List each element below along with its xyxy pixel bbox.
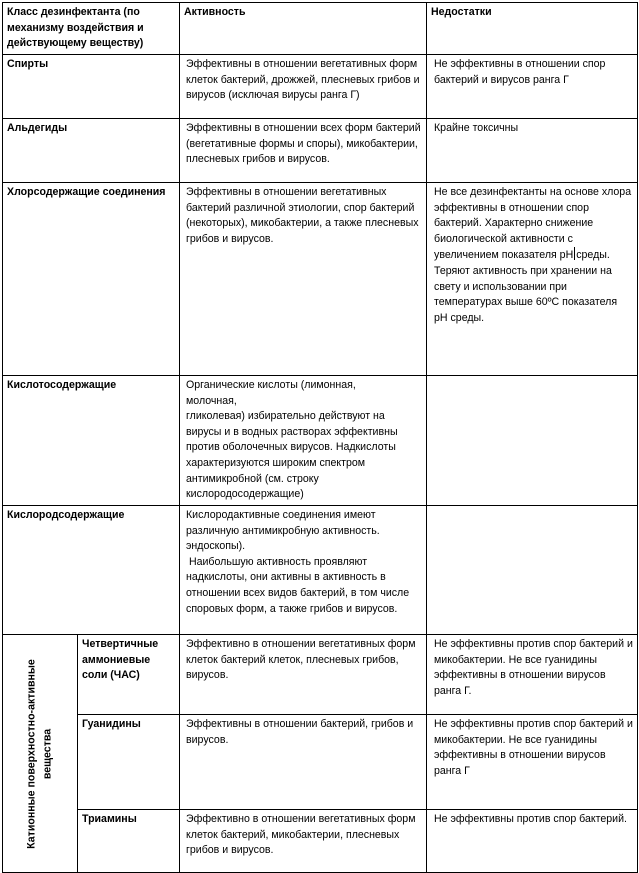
activity-line: Кислородактивные соединения имеют различную антимикробную активность. эндоскопы). [186,509,380,553]
row-activity: Эффективны в отношении вегетативных форм клеток бактерий, дрожжей, плесневых грибов и вирусов (исключая вирусы ранга Г) [180,55,427,119]
row-activity: Эффективно в отношении вегетативных форм клеток бактерий клеток, плесневых грибов, вирусов. [180,635,427,715]
row-drawbacks [427,506,638,635]
table-row [3,376,638,506]
row-activity [180,506,427,635]
row-drawbacks: Не эффективны против спор бактерий. [427,810,638,873]
header-drawbacks: Недостатки [427,3,638,55]
table-row [3,715,638,810]
row-drawbacks: Не эффективны против спор бактерий и микобактерии. Не все гуанидины эффективны в отношении вирусов ранга Г. [427,635,638,715]
table-row [3,183,638,376]
table-row [3,635,638,715]
cationic-group-cell [3,635,78,873]
activity-line: гликолевая) избирательно действуют на вирусы и в водных растворах эффективны против оболочечных вирусов. Надкислоты характеризуются широким спектром антимикробной (см. строку кислородосодержащие) [186,410,398,501]
row-name: Триамины [78,810,180,873]
row-name: Гуанидины [78,715,180,810]
header-activity: Активность [180,3,427,55]
table-row [3,119,638,183]
header-row [3,3,638,55]
row-drawbacks [427,183,638,376]
row-activity: Эффективны в отношении вегетативных бактерий различной этиологии, спор бактерий (некоторых), микобактерии, а также плесневых грибов и вирусов. [180,183,427,376]
table-row [3,55,638,119]
row-name: Альдегиды [3,119,180,183]
row-activity: Эффективны в отношении бактерий, грибов и вирусов. [180,715,427,810]
row-name: Кислородсодержащие [3,506,180,635]
disinfectant-table [2,2,638,873]
row-name: Кислотосодержащие [3,376,180,506]
row-activity [180,376,427,506]
table-row [3,810,638,873]
header-class: Класс дезинфектанта (по механизму воздействия и действующему веществу) [3,3,180,55]
row-activity: Эффективно в отношении вегетативных форм клеток бактерий, микобактерии, плесневых грибов и вирусов. [180,810,427,873]
row-name: Хлорсодержащие соединения [3,183,180,376]
row-drawbacks: Крайне токсичны [427,119,638,183]
activity-line: молочная, [186,394,237,407]
drawbacks-text-part: Не все дезинфектанты на основе хлора эффективны в отношении спор бактерий. Характерно снижение биологической активности с увеличением показателя pH [434,186,632,262]
row-name: Спирты [3,55,180,119]
row-drawbacks [427,376,638,506]
table-row [3,506,638,635]
cationic-group-label: Катионные поверхностно-активные вещества [25,658,53,849]
row-activity: Эффективны в отношении всех форм бактерий (вегетативные формы и споры), микобактерии, плесневых грибов и вирусов. [180,119,427,183]
activity-line: Органические кислоты (лимонная, [186,379,356,391]
row-drawbacks: Не эффективны в отношении спор бактерий и вирусов ранга Г [427,55,638,119]
activity-line: Наибольшую активность проявляют надкислоты, они активны в активность в отношении всех видов бактерий, в том числе споровых форм, а также грибов и вирусов. [186,555,413,615]
drawbacks-text-part: среды. Теряют активность при хранении на свету и использовании при температурах выше 60ºC показателя pH среды. [434,249,618,324]
row-drawbacks: Не эффективны против спор бактерий и микобактерии. Не все гуанидины эффективны в отношении вирусов ранга Г [427,715,638,810]
row-name: Четвертичные аммониевые соли (ЧАС) [78,635,180,715]
